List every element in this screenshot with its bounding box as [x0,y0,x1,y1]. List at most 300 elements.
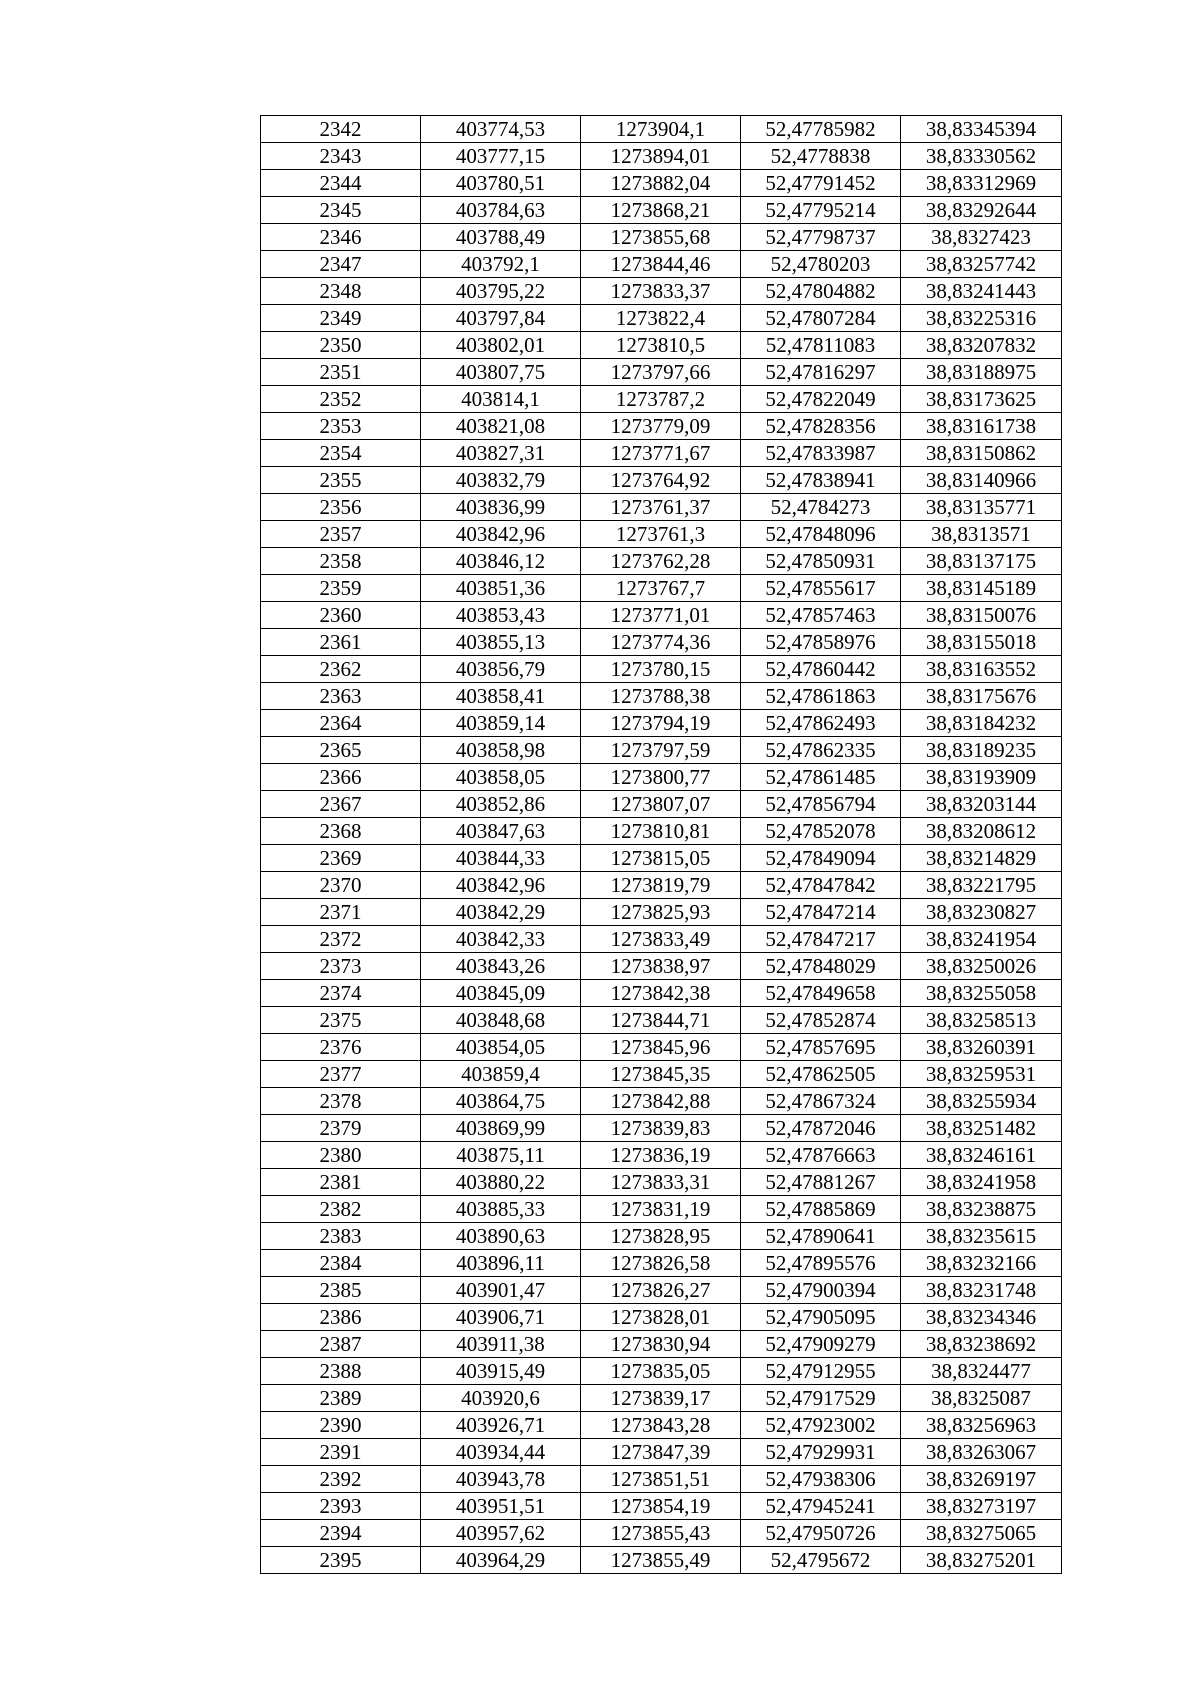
x-coordinate-cell: 403847,63 [421,818,581,845]
y-coordinate-cell: 1273833,49 [581,926,741,953]
y-coordinate-cell: 1273788,38 [581,683,741,710]
x-coordinate-cell: 403842,96 [421,872,581,899]
x-coordinate-cell: 403844,33 [421,845,581,872]
x-coordinate-cell: 403827,31 [421,440,581,467]
table-row [261,1007,1062,1034]
longitude-cell: 38,8327423 [901,224,1062,251]
longitude-cell: 38,83203144 [901,791,1062,818]
point-number-cell: 2352 [261,386,421,413]
longitude-cell: 38,83137175 [901,548,1062,575]
latitude-cell: 52,47929931 [741,1439,901,1466]
y-coordinate-cell: 1273819,79 [581,872,741,899]
point-number-cell: 2384 [261,1250,421,1277]
y-coordinate-cell: 1273842,38 [581,980,741,1007]
longitude-cell: 38,83193909 [901,764,1062,791]
point-number-cell: 2357 [261,521,421,548]
point-number-cell: 2393 [261,1493,421,1520]
longitude-cell: 38,8325087 [901,1385,1062,1412]
table-row [261,1088,1062,1115]
x-coordinate-cell: 403788,49 [421,224,581,251]
x-coordinate-cell: 403920,6 [421,1385,581,1412]
longitude-cell: 38,83140966 [901,467,1062,494]
latitude-cell: 52,47816297 [741,359,901,386]
longitude-cell: 38,83246161 [901,1142,1062,1169]
y-coordinate-cell: 1273835,05 [581,1358,741,1385]
table-row [261,980,1062,1007]
longitude-cell: 38,83188975 [901,359,1062,386]
longitude-cell: 38,83207832 [901,332,1062,359]
table-row [261,899,1062,926]
point-number-cell: 2376 [261,1034,421,1061]
point-number-cell: 2373 [261,953,421,980]
coordinates-table-body [261,116,1062,1574]
y-coordinate-cell: 1273771,67 [581,440,741,467]
latitude-cell: 52,47785982 [741,116,901,143]
table-row [261,1493,1062,1520]
table-row [261,521,1062,548]
point-number-cell: 2363 [261,683,421,710]
x-coordinate-cell: 403836,99 [421,494,581,521]
longitude-cell: 38,83184232 [901,710,1062,737]
latitude-cell: 52,47848029 [741,953,901,980]
point-number-cell: 2348 [261,278,421,305]
point-number-cell: 2395 [261,1547,421,1574]
table-row [261,467,1062,494]
point-number-cell: 2350 [261,332,421,359]
longitude-cell: 38,8313571 [901,521,1062,548]
table-row [261,791,1062,818]
x-coordinate-cell: 403896,11 [421,1250,581,1277]
longitude-cell: 38,83255058 [901,980,1062,1007]
table-row [261,629,1062,656]
x-coordinate-cell: 403795,22 [421,278,581,305]
table-row [261,1412,1062,1439]
latitude-cell: 52,47917529 [741,1385,901,1412]
point-number-cell: 2342 [261,116,421,143]
latitude-cell: 52,47852078 [741,818,901,845]
point-number-cell: 2380 [261,1142,421,1169]
longitude-cell: 38,83258513 [901,1007,1062,1034]
longitude-cell: 38,83230827 [901,899,1062,926]
point-number-cell: 2366 [261,764,421,791]
longitude-cell: 38,83241954 [901,926,1062,953]
point-number-cell: 2388 [261,1358,421,1385]
table-row [261,575,1062,602]
point-number-cell: 2369 [261,845,421,872]
y-coordinate-cell: 1273767,7 [581,575,741,602]
longitude-cell: 38,83345394 [901,116,1062,143]
latitude-cell: 52,47858976 [741,629,901,656]
latitude-cell: 52,47861485 [741,764,901,791]
y-coordinate-cell: 1273836,19 [581,1142,741,1169]
x-coordinate-cell: 403853,43 [421,602,581,629]
table-row [261,494,1062,521]
table-row [261,1061,1062,1088]
y-coordinate-cell: 1273822,4 [581,305,741,332]
x-coordinate-cell: 403859,4 [421,1061,581,1088]
latitude-cell: 52,47938306 [741,1466,901,1493]
point-number-cell: 2391 [261,1439,421,1466]
y-coordinate-cell: 1273833,31 [581,1169,741,1196]
point-number-cell: 2351 [261,359,421,386]
x-coordinate-cell: 403901,47 [421,1277,581,1304]
point-number-cell: 2371 [261,899,421,926]
y-coordinate-cell: 1273882,04 [581,170,741,197]
x-coordinate-cell: 403821,08 [421,413,581,440]
point-number-cell: 2345 [261,197,421,224]
longitude-cell: 38,83241958 [901,1169,1062,1196]
y-coordinate-cell: 1273838,97 [581,953,741,980]
table-row [261,953,1062,980]
longitude-cell: 38,83257742 [901,251,1062,278]
y-coordinate-cell: 1273800,77 [581,764,741,791]
y-coordinate-cell: 1273826,27 [581,1277,741,1304]
latitude-cell: 52,47791452 [741,170,901,197]
longitude-cell: 38,83145189 [901,575,1062,602]
latitude-cell: 52,47849094 [741,845,901,872]
table-row [261,1520,1062,1547]
point-number-cell: 2382 [261,1196,421,1223]
latitude-cell: 52,47861863 [741,683,901,710]
latitude-cell: 52,47867324 [741,1088,901,1115]
table-row [261,656,1062,683]
y-coordinate-cell: 1273851,51 [581,1466,741,1493]
point-number-cell: 2343 [261,143,421,170]
latitude-cell: 52,47900394 [741,1277,901,1304]
latitude-cell: 52,47795214 [741,197,901,224]
x-coordinate-cell: 403842,33 [421,926,581,953]
table-row [261,278,1062,305]
point-number-cell: 2349 [261,305,421,332]
y-coordinate-cell: 1273810,81 [581,818,741,845]
y-coordinate-cell: 1273810,5 [581,332,741,359]
point-number-cell: 2375 [261,1007,421,1034]
x-coordinate-cell: 403843,26 [421,953,581,980]
point-number-cell: 2355 [261,467,421,494]
point-number-cell: 2364 [261,710,421,737]
point-number-cell: 2394 [261,1520,421,1547]
table-row [261,683,1062,710]
x-coordinate-cell: 403890,63 [421,1223,581,1250]
latitude-cell: 52,47890641 [741,1223,901,1250]
table-row [261,737,1062,764]
point-number-cell: 2385 [261,1277,421,1304]
table-row [261,1331,1062,1358]
point-number-cell: 2374 [261,980,421,1007]
x-coordinate-cell: 403858,41 [421,683,581,710]
latitude-cell: 52,4780203 [741,251,901,278]
latitude-cell: 52,47855617 [741,575,901,602]
latitude-cell: 52,47885869 [741,1196,901,1223]
latitude-cell: 52,47860442 [741,656,901,683]
y-coordinate-cell: 1273774,36 [581,629,741,656]
x-coordinate-cell: 403777,15 [421,143,581,170]
longitude-cell: 38,83292644 [901,197,1062,224]
point-number-cell: 2370 [261,872,421,899]
longitude-cell: 38,83255934 [901,1088,1062,1115]
table-row [261,1142,1062,1169]
latitude-cell: 52,47857695 [741,1034,901,1061]
x-coordinate-cell: 403858,05 [421,764,581,791]
y-coordinate-cell: 1273894,01 [581,143,741,170]
y-coordinate-cell: 1273833,37 [581,278,741,305]
latitude-cell: 52,47905095 [741,1304,901,1331]
y-coordinate-cell: 1273844,46 [581,251,741,278]
y-coordinate-cell: 1273779,09 [581,413,741,440]
table-row [261,116,1062,143]
point-number-cell: 2346 [261,224,421,251]
longitude-cell: 38,83208612 [901,818,1062,845]
x-coordinate-cell: 403885,33 [421,1196,581,1223]
latitude-cell: 52,47838941 [741,467,901,494]
y-coordinate-cell: 1273828,01 [581,1304,741,1331]
longitude-cell: 38,83135771 [901,494,1062,521]
longitude-cell: 38,83173625 [901,386,1062,413]
longitude-cell: 38,83232166 [901,1250,1062,1277]
point-number-cell: 2383 [261,1223,421,1250]
x-coordinate-cell: 403807,75 [421,359,581,386]
x-coordinate-cell: 403774,53 [421,116,581,143]
x-coordinate-cell: 403842,96 [421,521,581,548]
latitude-cell: 52,47852874 [741,1007,901,1034]
longitude-cell: 38,83259531 [901,1061,1062,1088]
table-row [261,1223,1062,1250]
y-coordinate-cell: 1273794,19 [581,710,741,737]
latitude-cell: 52,47872046 [741,1115,901,1142]
x-coordinate-cell: 403832,79 [421,467,581,494]
point-number-cell: 2353 [261,413,421,440]
y-coordinate-cell: 1273771,01 [581,602,741,629]
table-row [261,1250,1062,1277]
point-number-cell: 2392 [261,1466,421,1493]
latitude-cell: 52,47807284 [741,305,901,332]
y-coordinate-cell: 1273844,71 [581,1007,741,1034]
y-coordinate-cell: 1273828,95 [581,1223,741,1250]
latitude-cell: 52,47856794 [741,791,901,818]
table-row [261,1169,1062,1196]
table-row [261,386,1062,413]
longitude-cell: 38,83312969 [901,170,1062,197]
latitude-cell: 52,47862505 [741,1061,901,1088]
y-coordinate-cell: 1273797,59 [581,737,741,764]
latitude-cell: 52,47912955 [741,1358,901,1385]
latitude-cell: 52,47909279 [741,1331,901,1358]
x-coordinate-cell: 403797,84 [421,305,581,332]
table-row [261,440,1062,467]
point-number-cell: 2390 [261,1412,421,1439]
x-coordinate-cell: 403845,09 [421,980,581,1007]
table-row [261,1196,1062,1223]
longitude-cell: 38,83256963 [901,1412,1062,1439]
table-row [261,710,1062,737]
y-coordinate-cell: 1273839,83 [581,1115,741,1142]
longitude-cell: 38,83163552 [901,656,1062,683]
latitude-cell: 52,47798737 [741,224,901,251]
x-coordinate-cell: 403880,22 [421,1169,581,1196]
longitude-cell: 38,83250026 [901,953,1062,980]
x-coordinate-cell: 403848,68 [421,1007,581,1034]
x-coordinate-cell: 403851,36 [421,575,581,602]
latitude-cell: 52,47950726 [741,1520,901,1547]
y-coordinate-cell: 1273831,19 [581,1196,741,1223]
longitude-cell: 38,83238692 [901,1331,1062,1358]
longitude-cell: 38,83155018 [901,629,1062,656]
y-coordinate-cell: 1273839,17 [581,1385,741,1412]
point-number-cell: 2344 [261,170,421,197]
y-coordinate-cell: 1273761,3 [581,521,741,548]
x-coordinate-cell: 403814,1 [421,386,581,413]
x-coordinate-cell: 403911,38 [421,1331,581,1358]
x-coordinate-cell: 403943,78 [421,1466,581,1493]
point-number-cell: 2361 [261,629,421,656]
table-row [261,926,1062,953]
latitude-cell: 52,47833987 [741,440,901,467]
table-row [261,170,1062,197]
longitude-cell: 38,83225316 [901,305,1062,332]
longitude-cell: 38,83263067 [901,1439,1062,1466]
latitude-cell: 52,47857463 [741,602,901,629]
table-row [261,872,1062,899]
y-coordinate-cell: 1273847,39 [581,1439,741,1466]
longitude-cell: 38,83221795 [901,872,1062,899]
y-coordinate-cell: 1273868,21 [581,197,741,224]
latitude-cell: 52,47822049 [741,386,901,413]
longitude-cell: 38,83238875 [901,1196,1062,1223]
y-coordinate-cell: 1273780,15 [581,656,741,683]
table-row [261,764,1062,791]
y-coordinate-cell: 1273830,94 [581,1331,741,1358]
table-row [261,413,1062,440]
point-number-cell: 2378 [261,1088,421,1115]
longitude-cell: 38,83150862 [901,440,1062,467]
x-coordinate-cell: 403906,71 [421,1304,581,1331]
point-number-cell: 2368 [261,818,421,845]
point-number-cell: 2386 [261,1304,421,1331]
y-coordinate-cell: 1273904,1 [581,116,741,143]
table-row [261,224,1062,251]
latitude-cell: 52,4778838 [741,143,901,170]
longitude-cell: 38,83251482 [901,1115,1062,1142]
longitude-cell: 38,83150076 [901,602,1062,629]
y-coordinate-cell: 1273797,66 [581,359,741,386]
table-row [261,143,1062,170]
y-coordinate-cell: 1273762,28 [581,548,741,575]
latitude-cell: 52,47811083 [741,332,901,359]
latitude-cell: 52,4795672 [741,1547,901,1574]
longitude-cell: 38,83234346 [901,1304,1062,1331]
y-coordinate-cell: 1273855,43 [581,1520,741,1547]
table-row [261,1439,1062,1466]
table-row [261,359,1062,386]
y-coordinate-cell: 1273815,05 [581,845,741,872]
x-coordinate-cell: 403780,51 [421,170,581,197]
point-number-cell: 2389 [261,1385,421,1412]
point-number-cell: 2356 [261,494,421,521]
point-number-cell: 2372 [261,926,421,953]
y-coordinate-cell: 1273761,37 [581,494,741,521]
longitude-cell: 38,83161738 [901,413,1062,440]
table-row [261,251,1062,278]
x-coordinate-cell: 403951,51 [421,1493,581,1520]
latitude-cell: 52,47804882 [741,278,901,305]
table-row [261,548,1062,575]
y-coordinate-cell: 1273855,68 [581,224,741,251]
x-coordinate-cell: 403855,13 [421,629,581,656]
longitude-cell: 38,8324477 [901,1358,1062,1385]
longitude-cell: 38,83175676 [901,683,1062,710]
x-coordinate-cell: 403875,11 [421,1142,581,1169]
longitude-cell: 38,83189235 [901,737,1062,764]
latitude-cell: 52,47862335 [741,737,901,764]
x-coordinate-cell: 403784,63 [421,197,581,224]
point-number-cell: 2360 [261,602,421,629]
latitude-cell: 52,47876663 [741,1142,901,1169]
x-coordinate-cell: 403854,05 [421,1034,581,1061]
point-number-cell: 2377 [261,1061,421,1088]
point-number-cell: 2367 [261,791,421,818]
y-coordinate-cell: 1273845,96 [581,1034,741,1061]
latitude-cell: 52,4784273 [741,494,901,521]
latitude-cell: 52,47862493 [741,710,901,737]
longitude-cell: 38,83235615 [901,1223,1062,1250]
point-number-cell: 2358 [261,548,421,575]
longitude-cell: 38,83260391 [901,1034,1062,1061]
x-coordinate-cell: 403858,98 [421,737,581,764]
latitude-cell: 52,47828356 [741,413,901,440]
latitude-cell: 52,47923002 [741,1412,901,1439]
point-number-cell: 2381 [261,1169,421,1196]
point-number-cell: 2379 [261,1115,421,1142]
x-coordinate-cell: 403869,99 [421,1115,581,1142]
table-row [261,1385,1062,1412]
longitude-cell: 38,83231748 [901,1277,1062,1304]
table-row [261,1115,1062,1142]
latitude-cell: 52,47881267 [741,1169,901,1196]
table-row [261,305,1062,332]
y-coordinate-cell: 1273854,19 [581,1493,741,1520]
point-number-cell: 2354 [261,440,421,467]
y-coordinate-cell: 1273787,2 [581,386,741,413]
x-coordinate-cell: 403792,1 [421,251,581,278]
point-number-cell: 2359 [261,575,421,602]
longitude-cell: 38,83275201 [901,1547,1062,1574]
latitude-cell: 52,47895576 [741,1250,901,1277]
latitude-cell: 52,47848096 [741,521,901,548]
longitude-cell: 38,83241443 [901,278,1062,305]
table-row [261,332,1062,359]
x-coordinate-cell: 403926,71 [421,1412,581,1439]
table-row [261,1034,1062,1061]
point-number-cell: 2365 [261,737,421,764]
table-row [261,1547,1062,1574]
table-row [261,602,1062,629]
coordinates-table [260,115,1062,1574]
latitude-cell: 52,47847214 [741,899,901,926]
y-coordinate-cell: 1273826,58 [581,1250,741,1277]
table-row [261,197,1062,224]
longitude-cell: 38,83269197 [901,1466,1062,1493]
x-coordinate-cell: 403846,12 [421,548,581,575]
x-coordinate-cell: 403957,62 [421,1520,581,1547]
table-row [261,1304,1062,1331]
y-coordinate-cell: 1273845,35 [581,1061,741,1088]
x-coordinate-cell: 403964,29 [421,1547,581,1574]
point-number-cell: 2387 [261,1331,421,1358]
x-coordinate-cell: 403856,79 [421,656,581,683]
point-number-cell: 2362 [261,656,421,683]
latitude-cell: 52,47847217 [741,926,901,953]
x-coordinate-cell: 403915,49 [421,1358,581,1385]
